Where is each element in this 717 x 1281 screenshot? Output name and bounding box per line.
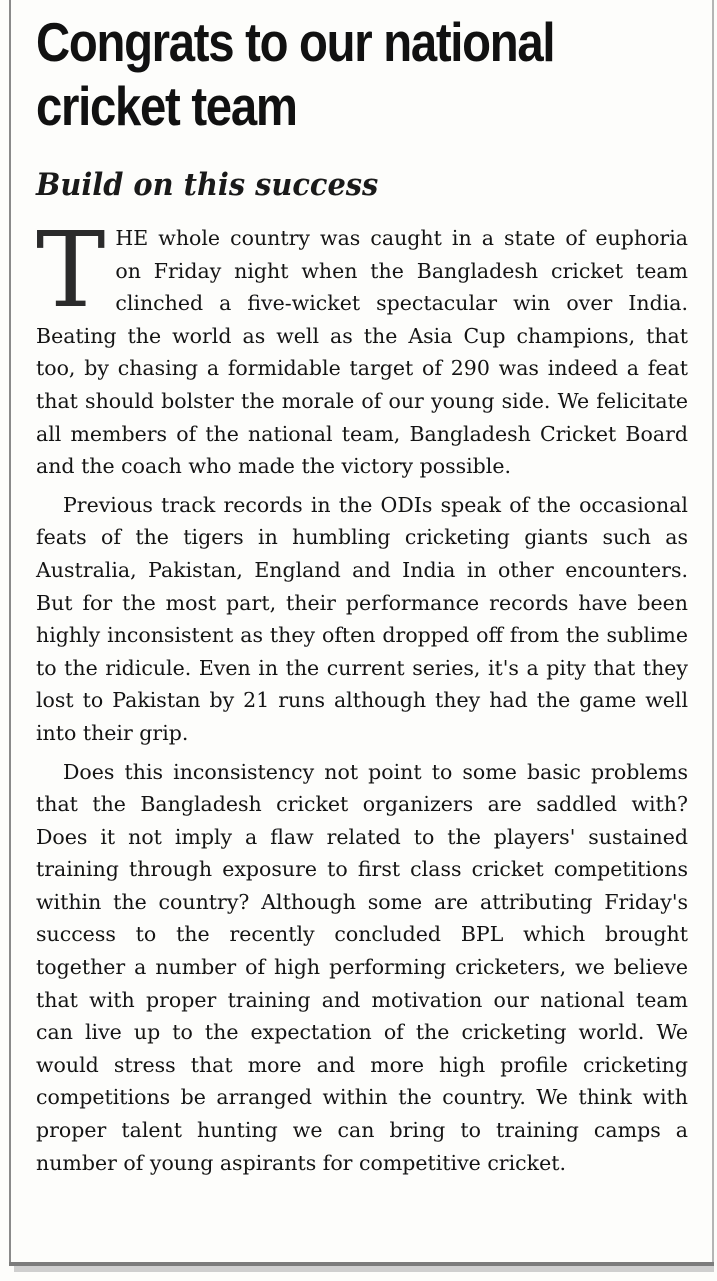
paragraph-1 (36, 209, 688, 483)
clipping-right-border (712, 0, 714, 1266)
paragraph-2: Previous track records in the ODIs speak of the occasional feats of the tigers in humbling cricketing giants such as Australia, Pakistan, England and India in other encounters. But for the most part, their performance records have been highly inconsistent as they often dropped off from the sublime to the ridicule. Even in the current series, it's a pity that they lost to Pakistan by 21 runs although they had the game well into their grip. (36, 492, 688, 745)
headline: Congrats to our national cricket team (36, 11, 555, 137)
drop-cap: T (36, 209, 106, 331)
subheadline: Build on this success (36, 167, 379, 203)
paragraph-1-text: HE whole country was caught in a state of euphoria on Friday night when the Bangladesh cricket team clinched a five-wicket spectacular win over India. Beating the world as well as the Asia Cup champions, that too, by chasing a formidable target of 290 was indeed a feat that should bolster the morale of our young side. We felicitate all members of the national team, Bangladesh Cricket Board and the coach who made the victory possible. (36, 226, 688, 479)
article-body (36, 209, 688, 1185)
clipping-left-border (9, 0, 11, 1262)
paragraph-3: Does this inconsistency not point to some basic problems that the Bangladesh cricket organizers are saddled with? Does it not imply a flaw related to the players' sustained training through exposure to first class cricket competitions within the country? Although some are attributing Friday's success to the recently concluded BPL which brought together a number of high performing cricketers, we believe that with proper training and motivation our national team can live up to the expectation of the cricketing world. We would stress that more and more high profile cricketing competitions be arranged within the country. We think with proper talent hunting we can bring to training camps a number of young aspirants for competitive cricket. (36, 759, 688, 1175)
clipping-shadow (14, 1266, 714, 1272)
